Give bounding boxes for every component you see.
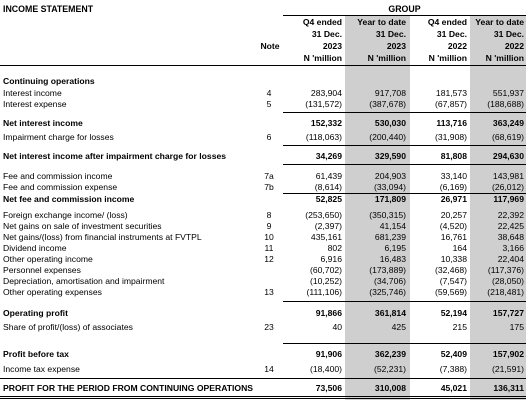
row-profit-for-period: PROFIT FOR THE PERIOD FROM CONTINUING OPERATIONS 73,506 310,008 45,021 136,311 bbox=[3, 383, 524, 393]
column-header-ytd-2023: Year to date 31 Dec. 2023 N 'million bbox=[357, 17, 406, 63]
row-fee-expense: Fee and commission expense 7b (8,614) (33,094) (6,169) (26,012) bbox=[3, 182, 524, 192]
row-fx-income: Foreign exchange income/ (loss) 8 (253,650) (350,315) 20,257 22,392 bbox=[3, 210, 524, 220]
column-header-q4-2022: Q4 ended 31 Dec. 2022 N 'million bbox=[427, 17, 467, 63]
row-personnel-expenses: Personnel expenses (60,702) (173,889) (32,468) (117,376) bbox=[3, 265, 524, 275]
row-nii-after-impairment: Net interest income after impairment charge for losses 34,269 329,590 81,808 294,630 bbox=[3, 151, 524, 161]
row-net-fee-income: Net fee and commission income 52,825 171,809 26,971 117,969 bbox=[3, 194, 524, 204]
subtotal-rule bbox=[283, 343, 526, 344]
row-interest-income: Interest income 4 283,904 917,708 181,573 551,937 bbox=[3, 88, 524, 98]
row-profit-before-tax: Profit before tax 91,906 362,239 52,409 157,902 bbox=[3, 349, 524, 359]
subtotal-rule bbox=[283, 164, 526, 165]
total-double-rule-bottom bbox=[0, 398, 526, 399]
column-header-ytd-2022: Year to date 31 Dec. 2022 N 'million bbox=[475, 17, 524, 63]
row-net-gains-fvtpl: Net gains/(loss) from financial instruments at FVTPL 10 435,161 681,239 16,761 38,648 bbox=[3, 232, 524, 242]
row-interest-expense: Interest expense 5 (131,572) (387,678) (67,857) (188,688) bbox=[3, 99, 524, 109]
row-share-of-associates: Share of profit/(loss) of associates 23 40 425 215 175 bbox=[3, 322, 524, 332]
row-other-operating-expenses: Other operating expenses 13 (111,106) (325,746) (59,569) (218,481) bbox=[3, 287, 524, 297]
subtotal-rule bbox=[283, 145, 526, 146]
row-income-tax: Income tax expense 14 (18,400) (52,231) (7,388) (21,591) bbox=[3, 364, 524, 374]
row-other-operating-income: Other operating income 12 6,916 16,483 10,338 22,404 bbox=[3, 254, 524, 264]
group-heading: GROUP bbox=[388, 4, 421, 14]
row-fee-income: Fee and commission income 7a 61,439 204,903 33,140 143,981 bbox=[3, 171, 524, 181]
header-bottom-rule bbox=[0, 65, 526, 66]
section-continuing-operations: Continuing operations bbox=[3, 76, 95, 86]
statement-title: INCOME STATEMENT bbox=[3, 4, 94, 14]
row-impairment-charge: Impairment charge for losses 6 (118,063) (200,440) (31,908) (68,619) bbox=[3, 132, 524, 142]
total-double-rule-top bbox=[0, 396, 526, 397]
note-column-header: Note bbox=[260, 41, 280, 51]
row-net-gains-sale: Net gains on sale of investment securities 9 (2,397) 41,154 (4,520) 22,425 bbox=[3, 221, 524, 231]
row-net-interest-income: Net interest income 152,332 530,030 113,716 363,249 bbox=[3, 118, 524, 128]
subtotal-rule bbox=[283, 301, 526, 302]
row-depreciation: Depreciation, amortisation and impairment (10,252) (34,706) (7,547) (28,050) bbox=[3, 276, 524, 286]
row-operating-profit: Operating profit 91,866 361,814 52,194 157,727 bbox=[3, 308, 524, 318]
row-dividend-income: Dividend income 11 802 6,195 164 3,166 bbox=[3, 243, 524, 253]
column-header-q4-2023: Q4 ended 31 Dec. 2023 N 'million bbox=[302, 17, 342, 63]
subtotal-rule bbox=[283, 112, 526, 113]
total-rule bbox=[0, 378, 526, 379]
